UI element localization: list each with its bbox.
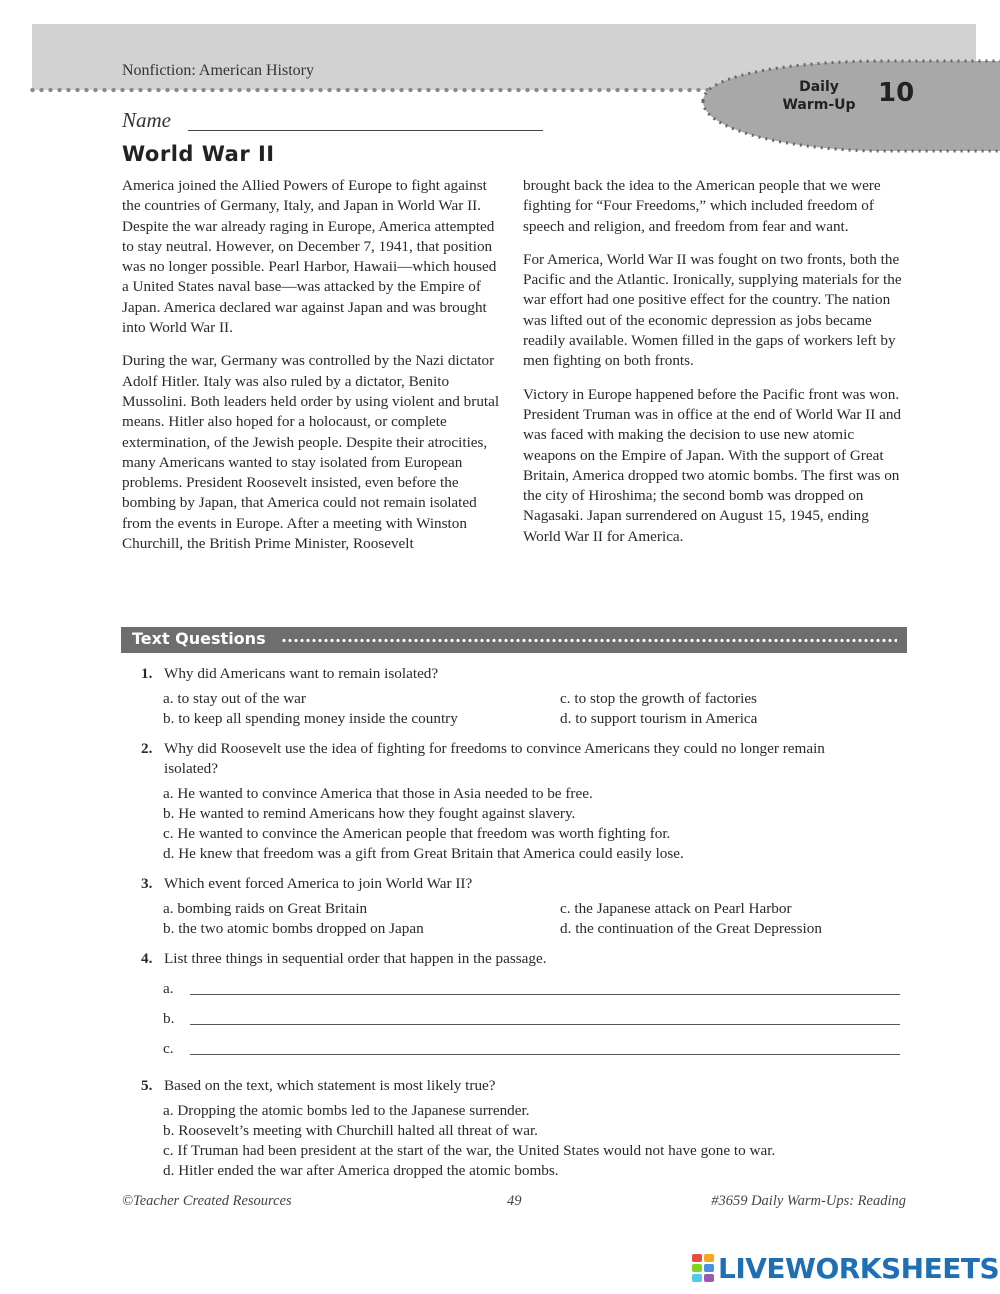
liveworksheets-wordmark: LIVEWORKSHEETS xyxy=(718,1251,1000,1285)
option-1d[interactable]: d. to support tourism in America xyxy=(560,710,758,727)
answer-line-4c[interactable] xyxy=(190,1054,900,1055)
questions-dotted-rule xyxy=(281,638,897,643)
question-number: 3. xyxy=(141,875,153,892)
option-1b[interactable]: b. to keep all spending money inside the country xyxy=(163,710,458,727)
answer-line-4b[interactable] xyxy=(190,1024,900,1025)
liveworksheets-icon xyxy=(692,1254,714,1282)
footer-publisher: ©Teacher Created Resources xyxy=(122,1193,292,1209)
question-text: Which event forced America to join World War II? xyxy=(164,875,473,892)
passage-paragraph: Victory in Europe happened before the Pacific front was won. President Truman was in office at the end of World War II and was faced with making the decision to use new atomic weapons on the Empire of Japan. With the support of Great Britain, America dropped two atomic bombs. The first was on the city of Hiroshima; the second bomb was dropped on Nagasaki. Japan surrendered on August 15, 1945, ending World War II for America. xyxy=(523,385,902,545)
badge-number: 10 xyxy=(878,78,915,108)
question-text: Why did Roosevelt use the idea of fighting for freedoms to convince Americans they could no longer remain isolated? xyxy=(164,740,825,777)
option-5b[interactable]: b. Roosevelt’s meeting with Churchill halted all threat of war. xyxy=(163,1122,538,1139)
question-text: Based on the text, which statement is most likely true? xyxy=(164,1077,496,1094)
answer-line-label: a. xyxy=(163,980,174,997)
badge-label-line2: Warm-Up xyxy=(782,97,856,113)
option-3c[interactable]: c. the Japanese attack on Pearl Harbor xyxy=(560,900,792,917)
passage-paragraph: During the war, Germany was controlled by the Nazi dictator Adolf Hitler. Italy was also ruled by a dictator, Benito Mussolini. Both leaders held order by using violent and brutal means. Hitler also hoped for a holocaust, or complete extermination, of the Jewish people. Despite their atrocities, many Americans wanted to stay isolated from European problems. President Roosevelt insisted, even before the bombing by Japan, that America could not remain isolated from the events in Europe. After a meeting with Winston Churchill, the British Prime Minister, Roosevelt xyxy=(122,352,500,553)
answer-line-label: b. xyxy=(163,1010,175,1027)
option-5d[interactable]: d. Hitler ended the war after America dropped the atomic bombs. xyxy=(163,1162,559,1179)
passage-paragraph: brought back the idea to the American people that we were fighting for “Four Freedoms,” which included freedom of speech and religion, and freedom from fear and want. xyxy=(523,177,881,235)
passage-column-left xyxy=(122,176,504,567)
option-1a[interactable]: a. to stay out of the war xyxy=(163,690,306,707)
passage-paragraph: America joined the Allied Powers of Europe to fight against the countries of Germany, Italy, and Japan in World War II. Despite the war already raging in Europe, America attempted to stay neutral. However, on December 7, 1941, that position was no longer possible. Pearl Harbor, Hawaii—which housed a United States naval base—was attacked by the Empire of Japan. America declared war against Japan and was brought into World War II. xyxy=(122,177,497,337)
question-number: 2. xyxy=(141,740,153,757)
answer-line-4a[interactable] xyxy=(190,994,900,995)
option-1c[interactable]: c. to stop the growth of factories xyxy=(560,690,757,707)
badge-label xyxy=(776,78,862,114)
option-3d[interactable]: d. the continuation of the Great Depression xyxy=(560,920,822,937)
passage-paragraph: For America, World War II was fought on two fronts, both the Pacific and the Atlantic. Ironically, supplying materials for the war effort had one positive effect for the country. The nation was lifted out of the economic depression as jobs became readily available. Women filled in the gaps of workers left by men fighting on both fronts. xyxy=(523,250,902,370)
answer-line-label: c. xyxy=(163,1040,174,1057)
name-label: Name xyxy=(122,108,171,132)
question-2 xyxy=(141,739,871,779)
question-number: 5. xyxy=(141,1077,153,1094)
option-3b[interactable]: b. the two atomic bombs dropped on Japan xyxy=(163,920,424,937)
option-5c[interactable]: c. If Truman had been president at the start of the war, the United States would not have gone to war. xyxy=(163,1142,776,1159)
option-3a[interactable]: a. bombing raids on Great Britain xyxy=(163,900,368,917)
category-label: Nonfiction: American History xyxy=(122,62,314,79)
question-number: 4. xyxy=(141,950,153,967)
header-dotted-rule xyxy=(28,87,728,93)
questions-header-bar xyxy=(121,627,907,653)
footer-book-title: #3659 Daily Warm-Ups: Reading xyxy=(711,1193,906,1209)
option-2a[interactable]: a. He wanted to convince America that those in Asia needed to be free. xyxy=(163,785,593,802)
option-5a[interactable]: a. Dropping the atomic bombs led to the Japanese surrender. xyxy=(163,1102,530,1119)
option-2d[interactable]: d. He knew that freedom was a gift from Great Britain that America could easily lose. xyxy=(163,845,684,862)
name-field-line[interactable] xyxy=(188,130,543,131)
liveworksheets-logo xyxy=(692,1251,999,1285)
badge-label-line1: Daily xyxy=(799,79,839,95)
question-text: List three things in sequential order that happen in the passage. xyxy=(164,950,547,967)
footer-page-number: 49 xyxy=(507,1193,522,1209)
passage-column-right xyxy=(523,176,909,560)
option-2c[interactable]: c. He wanted to convince the American people that freedom was worth fighting for. xyxy=(163,825,671,842)
question-number: 1. xyxy=(141,665,153,682)
page-title: World War II xyxy=(122,142,275,166)
questions-title: Text Questions xyxy=(132,629,266,648)
option-2b[interactable]: b. He wanted to remind Americans how they fought against slavery. xyxy=(163,805,576,822)
question-text: Why did Americans want to remain isolated? xyxy=(164,665,439,682)
